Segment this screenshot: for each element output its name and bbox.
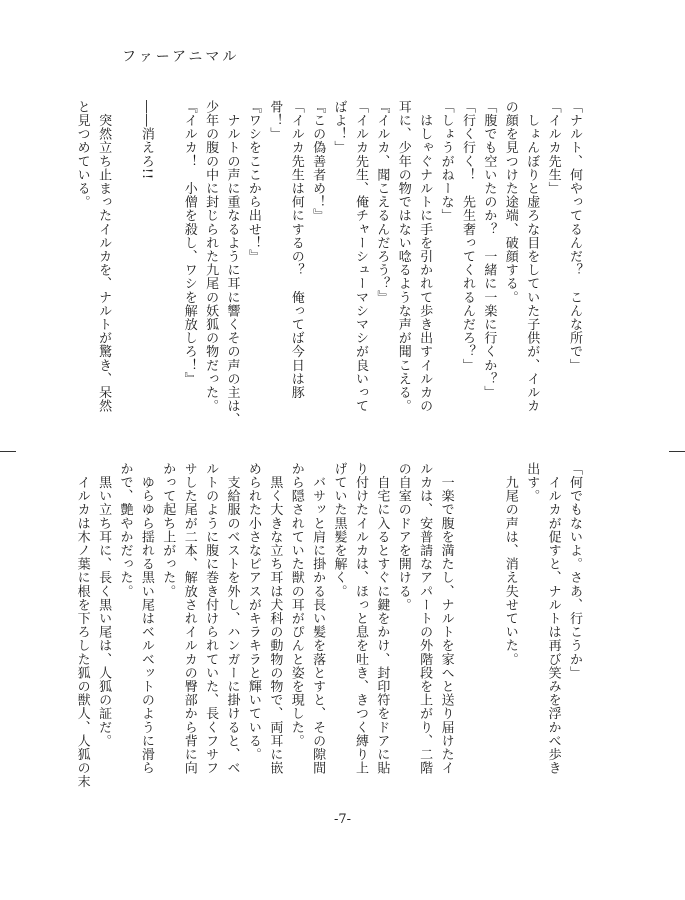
text-line: 「しょうがねーな」 (438, 100, 454, 223)
text-line: かで、艶やかだった。 (117, 462, 133, 598)
text-line: められた小さなピアスがキラキラと輝いている。 (245, 462, 261, 762)
text-line: 黒く大きな立ち耳は犬科の動物の物で、両耳に嵌 (267, 462, 283, 775)
text-line (114, 100, 135, 430)
text-line: イルカが促すと、ナルトは再び笑みを浮かべ歩き (545, 462, 561, 775)
text-line: 少年の腹の中に封じられた九尾の妖狐の物だった。 (203, 100, 219, 413)
text-line: ルカは、安普請なアパートの外階段を上がり、二階 (417, 462, 433, 775)
text-line: 『イルカ！ 小僧を殺し、ワシを解放しろ！』 (181, 100, 197, 386)
text-line: 黒い立ち耳に、長く黒い尾は、人狐の証だ。 (96, 462, 112, 748)
text-line: 「ナルト、何やってるんだ？ こんな所で」 (567, 100, 582, 372)
text-line: 「イルカ先生」 (545, 100, 561, 196)
text-line: から隠されていた獣の耳がぴんと姿を現した。 (288, 462, 304, 748)
text-line: の自室のドアを開ける。 (395, 462, 411, 612)
text-line: 「行く行く！ 先生奢ってくれるんだろ？」 (459, 100, 475, 372)
text-line: 九尾の声は、消え失せていた。 (502, 462, 518, 666)
left-trim-mark (0, 451, 16, 452)
text-line (478, 462, 499, 792)
text-line: サした尾が二本、解放されイルカの臀部から背に向 (181, 462, 197, 775)
text-line: ――消えろ!! (138, 100, 154, 180)
text-line: ナルトの声に重なるように耳に響くその声の主は、 (224, 100, 240, 427)
text-line: 「イルカ先生は何にするの？ 俺ってば今日は豚 (288, 100, 304, 400)
text-line: 突然立ち止まったイルカを、ナルトが驚き、呆然 (96, 100, 112, 413)
text-line: しょんぼりと虚ろな目をしていた子供が、イルカ (524, 100, 540, 413)
text-line: バサッと肩に掛かる長い髪を落とすと、その隙間 (310, 462, 326, 775)
text-line: イルカは木ノ葉に根を下ろした狐の獣人、人狐の末 (74, 462, 90, 789)
text-line: と見つめている。 (74, 100, 90, 209)
text-line: 「イルカ先生、俺チャーシューマシマシが良いって (352, 100, 368, 413)
right-trim-mark (669, 451, 685, 452)
text-line: はしゃぐナルトに手を引かれて歩き出すイルカの (417, 100, 433, 413)
text-line: 出す。 (524, 462, 540, 503)
text-line: の顔を見つけた途端、破顔する。 (502, 100, 518, 304)
page-number: -7- (333, 812, 352, 827)
text-line: 耳に、少年の物ではない唸るような声が聞こえる。 (395, 100, 411, 413)
text-line: り付けたイルカは、ほっと息を吐き、きつく縛り上 (352, 462, 368, 775)
text-line: かって起ち上がった。 (160, 462, 176, 598)
lower-text-block (71, 462, 585, 792)
upper-text-block (71, 100, 585, 430)
text-line: 支給服のベストを外し、ハンガーに掛けると、ベ (224, 462, 240, 775)
text-line: 骨！」 (267, 100, 283, 141)
text-line: 『この偽善者め！』 (310, 100, 326, 223)
text-line (457, 462, 478, 792)
text-line: 「何でもないよ。さあ、行こうか」 (567, 462, 582, 680)
text-line: 『ワシをここから出せ！』 (245, 100, 261, 264)
text-line: げていた黒髪を解く。 (331, 462, 347, 598)
text-line: ルトのように腹に巻き付けられていた、長くフサフ (203, 462, 219, 775)
running-header-title: ファーアニマル (122, 49, 240, 65)
text-line: 自宅に入るとすぐに鍵をかけ、封印符をドアに貼 (374, 462, 390, 775)
text-line: ゆらゆら揺れる黒い尾はベルベットのように滑ら (138, 462, 154, 775)
text-line: 『イルカ、聞こえるんだろう？』 (374, 100, 390, 304)
text-line: ばよ！」 (331, 100, 347, 155)
text-line: 一楽で腹を満たし、ナルトを家へと送り届けたイ (438, 462, 454, 775)
text-line: 「腹でも空いたのか？ 一緒に一楽に行くか？」 (481, 100, 497, 400)
text-line (157, 100, 178, 430)
